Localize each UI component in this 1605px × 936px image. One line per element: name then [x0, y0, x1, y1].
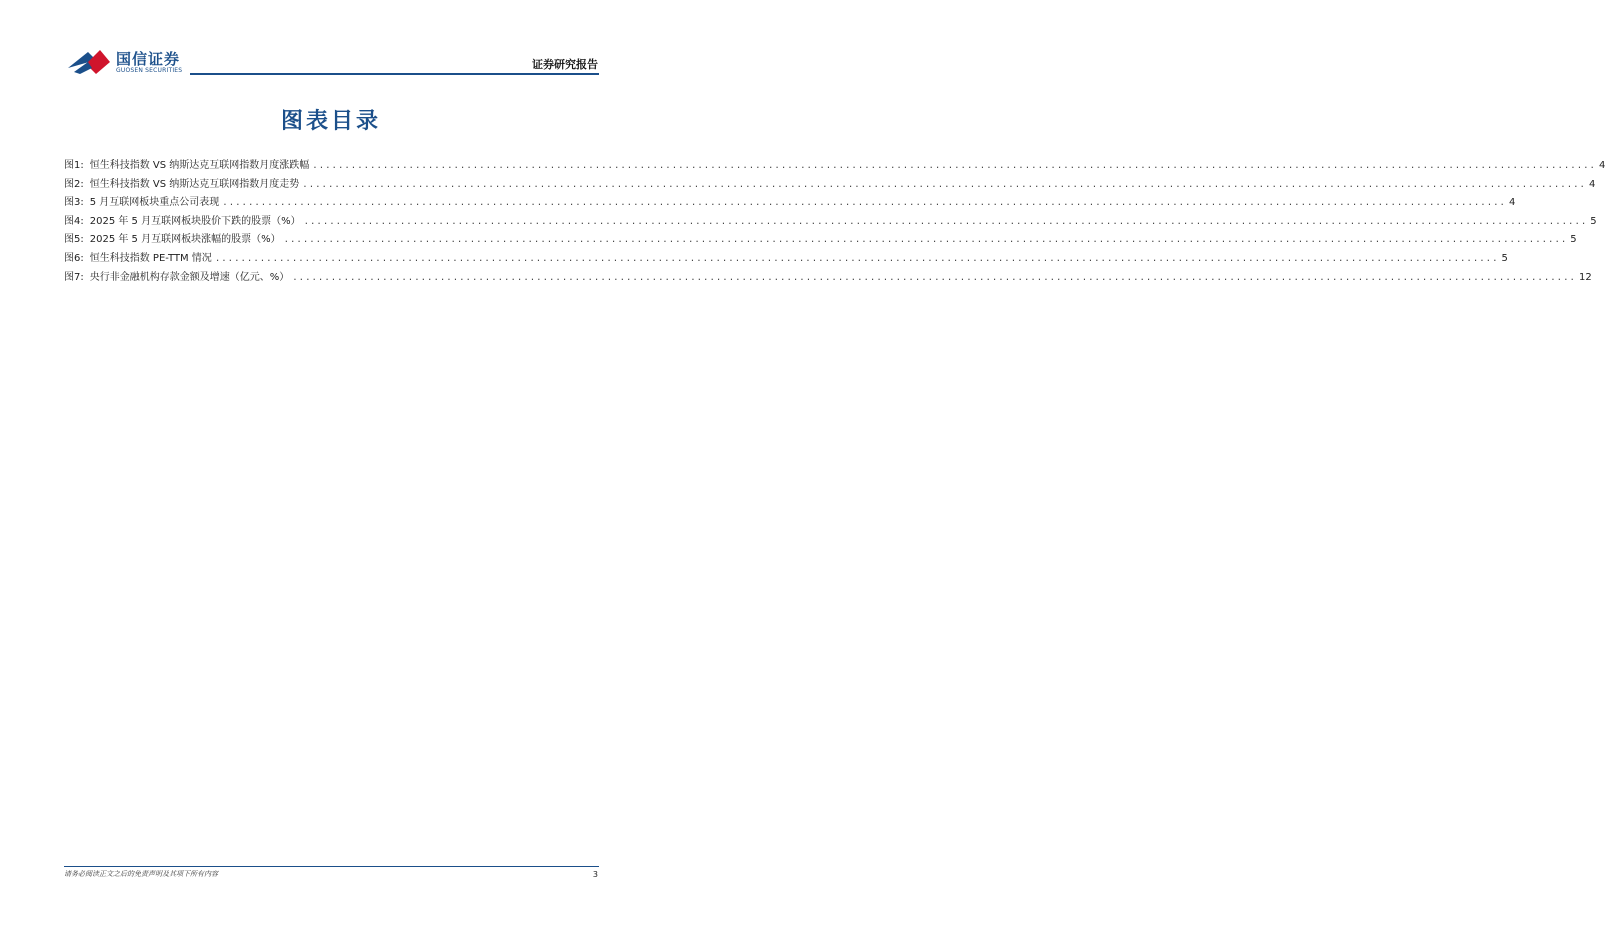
- toc-entry-leader: ........................................................................................................................................................................................................: [214, 253, 1499, 264]
- toc-entry[interactable]: [64, 212, 1597, 231]
- page-title: 图表目录: [280, 109, 381, 134]
- toc-entry-label: 图1:: [64, 160, 84, 171]
- toc-entry-label: 图6:: [64, 252, 84, 264]
- toc-entry-leader: ........................................................................................................................................................................................................: [283, 235, 1568, 246]
- toc-entry-label: 图2:: [64, 178, 84, 190]
- table-of-figures: [64, 156, 1605, 286]
- toc-entry[interactable]: [64, 156, 1605, 175]
- toc-entry-page: 5: [1590, 215, 1597, 227]
- toc-entry-label: 图7:: [64, 271, 84, 283]
- toc-entry-title: 恒生科技指数 VS 纳斯达克互联网指数月度涨跌幅: [89, 160, 310, 171]
- disclaimer-note: 请务必阅读正文之后的免责声明及其项下所有内容: [64, 870, 218, 878]
- report-type: 证券研究报告: [532, 58, 598, 71]
- toc-entry-title: 2025 年 5 月互联网板块涨幅的股票（%）: [89, 234, 281, 246]
- header-divider: [190, 73, 599, 75]
- toc-entry-page: 5: [1570, 234, 1577, 246]
- toc-entry-leader: ........................................................................................................................................................................................................: [292, 272, 1576, 283]
- toc-entry-title: 5 月互联网板块重点公司表现: [89, 197, 220, 209]
- toc-entry-page: 5: [1501, 252, 1508, 264]
- toc-entry-page: 4: [1588, 178, 1596, 190]
- toc-entry-leader: ........................................................................................................................................................................................................: [312, 161, 1596, 171]
- toc-entry-page: 12: [1578, 271, 1592, 283]
- toc-entry-title: 恒生科技指数 PE-TTM 情况: [89, 252, 212, 264]
- toc-entry-title: 央行非金融机构存款金额及增速（亿元、%）: [89, 271, 290, 283]
- toc-entry-title: 恒生科技指数 VS 纳斯达克互联网指数月度走势: [89, 178, 300, 190]
- toc-entry[interactable]: [64, 193, 1516, 212]
- toc-entry-page: 4: [1598, 160, 1605, 171]
- toc-entry-label: 图4:: [64, 215, 84, 227]
- toc-entry-title: 2025 年 5 月互联网板块股价下跌的股票（%）: [89, 215, 301, 227]
- toc-entry-leader: ........................................................................................................................................................................................................: [302, 179, 1586, 190]
- toc-entry-leader: ........................................................................................................................................................................................................: [303, 216, 1588, 227]
- toc-entry-label: 图3:: [64, 197, 84, 209]
- brand-name-english: GUOSEN SECURITIES: [116, 67, 183, 74]
- brand-name: 国信证券: [116, 50, 181, 68]
- toc-entry[interactable]: [64, 175, 1596, 194]
- toc-entry[interactable]: [64, 268, 1592, 287]
- toc-entry[interactable]: [64, 249, 1508, 268]
- toc-entry[interactable]: [64, 230, 1577, 249]
- page-header: [0, 0, 662, 80]
- guosen-logo-icon: [66, 46, 112, 76]
- footer-divider: [64, 866, 599, 867]
- toc-entry-leader: ........................................................................................................................................................................................................: [222, 198, 1506, 209]
- page-number: 3: [592, 870, 598, 879]
- toc-entry-page: 4: [1508, 197, 1516, 209]
- toc-entry-label: 图5:: [64, 234, 84, 246]
